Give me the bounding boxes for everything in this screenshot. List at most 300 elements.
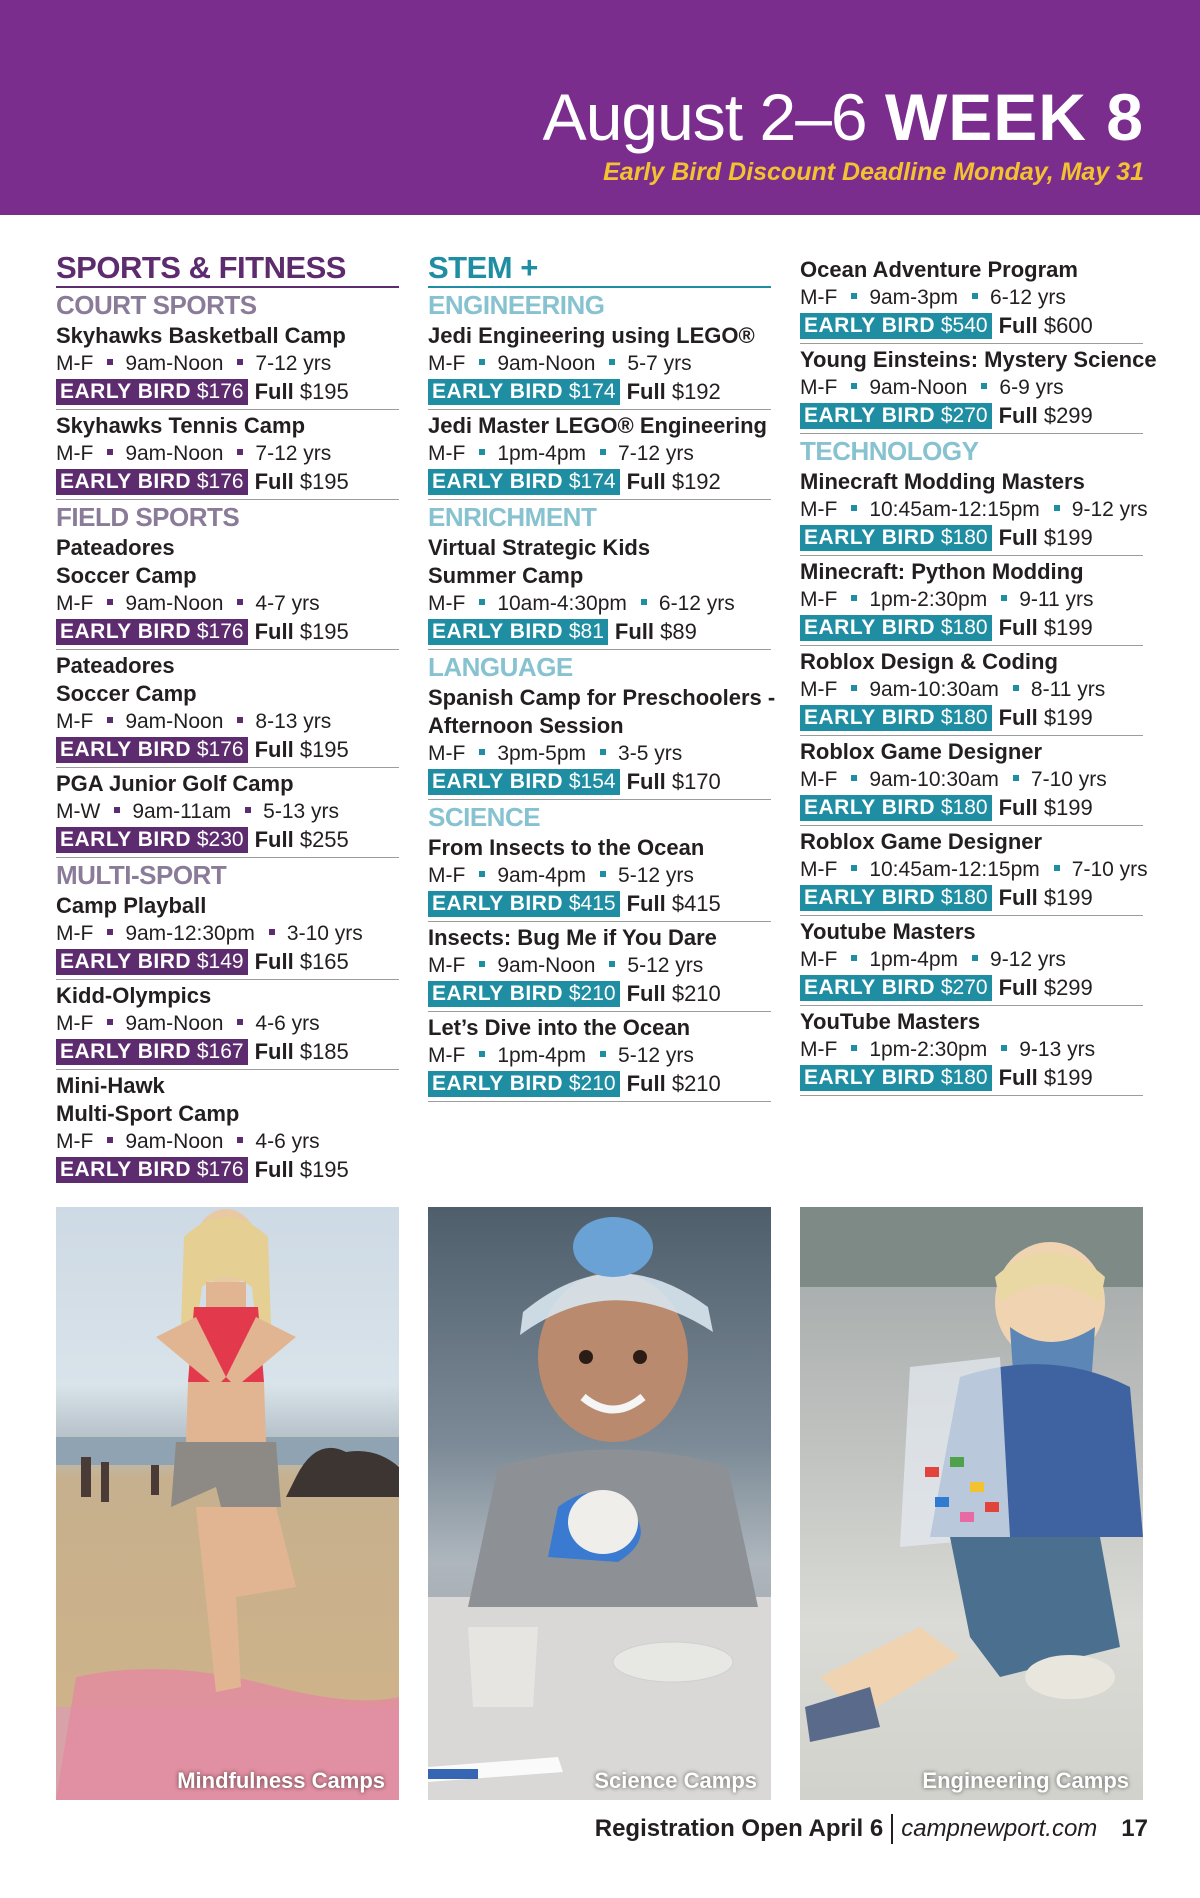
- early-bird-label: EARLY BIRD: [432, 619, 564, 643]
- bullet-icon: [245, 807, 251, 813]
- bullet-icon: [479, 871, 485, 877]
- full-label: Full: [254, 737, 294, 762]
- program-schedule: [428, 590, 771, 617]
- lego-kid-illustration: [800, 1207, 1143, 1800]
- early-bird-badge: [56, 949, 248, 975]
- bullet-icon: [107, 929, 113, 935]
- bullet-icon: [851, 865, 857, 871]
- bullet-icon: [107, 1019, 113, 1025]
- bullet-icon: [237, 449, 243, 455]
- early-bird-badge: [800, 795, 992, 821]
- photo-caption: Mindfulness Camps: [177, 1768, 385, 1793]
- program-time: 9am-Noon: [125, 1130, 224, 1153]
- program-pricing: [56, 948, 399, 975]
- program-name: Virtual Strategic Kids: [428, 535, 651, 560]
- website-link[interactable]: campnewport.com: [901, 1815, 1098, 1842]
- full-label: Full: [614, 619, 655, 644]
- bullet-icon: [237, 717, 243, 723]
- program-time: 9am-Noon: [869, 376, 968, 399]
- program-entry: [800, 646, 1143, 736]
- full-price: [255, 618, 349, 645]
- early-bird-label: EARLY BIRD: [432, 891, 564, 915]
- program-entry: [800, 344, 1157, 434]
- program-days: M-F: [800, 678, 838, 701]
- program-pricing: [800, 794, 1143, 821]
- program-schedule: [800, 284, 1143, 311]
- subcategory-technology: TECHNOLOGY: [800, 436, 979, 466]
- program-ages: 7-12 yrs: [618, 442, 694, 465]
- full-price-value: $199: [1043, 705, 1093, 730]
- full-label: Full: [626, 891, 666, 916]
- full-price: [999, 1064, 1093, 1091]
- program-days: M-F: [800, 768, 838, 791]
- program-days: M-F: [428, 864, 466, 887]
- program-entry: [428, 922, 771, 1012]
- program-days: M-F: [56, 442, 94, 465]
- full-price-value: $192: [671, 379, 721, 404]
- program-time: 9am-4pm: [497, 864, 587, 887]
- program-schedule: [56, 440, 399, 467]
- program-ages: 3-10 yrs: [286, 922, 363, 945]
- full-price: [627, 890, 721, 917]
- program-ages: 8-11 yrs: [1030, 678, 1106, 701]
- full-price-value: $415: [671, 891, 721, 916]
- program-entry: [800, 556, 1143, 646]
- full-price: [999, 614, 1093, 641]
- early-bird-price: $180: [940, 1065, 988, 1089]
- program-days: M-F: [800, 1038, 838, 1061]
- bullet-icon: [114, 807, 120, 813]
- program-days: M-F: [428, 742, 466, 765]
- bullet-icon: [851, 1045, 857, 1051]
- program-pricing: [800, 524, 1143, 551]
- bullet-icon: [609, 961, 615, 967]
- program-name: Roblox Design & Coding: [800, 649, 1058, 674]
- early-bird-price: $176: [196, 737, 244, 761]
- program-entry: [800, 466, 1148, 556]
- full-label: Full: [626, 769, 666, 794]
- early-bird-badge: [428, 981, 620, 1007]
- program-days: M-F: [800, 588, 838, 611]
- page-number: 17: [1121, 1815, 1148, 1842]
- bullet-icon: [981, 383, 987, 389]
- program-ages: 7-10 yrs: [1030, 768, 1107, 791]
- bullet-icon: [972, 955, 978, 961]
- mindfulness-photo: [56, 1207, 399, 1800]
- full-price-value: $210: [671, 981, 721, 1006]
- full-price: [627, 1070, 721, 1097]
- stem-column: [428, 250, 776, 1102]
- program-ages: 4-6 yrs: [255, 1130, 320, 1153]
- full-label: Full: [254, 1157, 294, 1182]
- program-name: Jedi Engineering using LEGO®: [428, 323, 755, 348]
- program-time: 1pm-2:30pm: [869, 1038, 988, 1061]
- program-time: 9am-Noon: [497, 954, 596, 977]
- program-schedule: [800, 586, 1143, 613]
- program-name: Insects: Bug Me if You Dare: [428, 925, 717, 950]
- program-time: 10am-4:30pm: [497, 592, 627, 615]
- program-name: Skyhawks Tennis Camp: [56, 413, 306, 438]
- full-price-value: $185: [299, 1039, 349, 1064]
- full-price-value: $192: [671, 469, 721, 494]
- program-schedule: [800, 946, 1143, 973]
- program-pricing: [56, 736, 399, 763]
- program-days: M-F: [800, 498, 838, 521]
- program-ages: 4-6 yrs: [255, 1012, 320, 1035]
- program-days: M-F: [428, 1044, 466, 1067]
- program-schedule: [56, 798, 399, 825]
- early-bird-badge: [800, 975, 992, 1001]
- early-bird-label: EARLY BIRD: [804, 525, 936, 549]
- program-ages: 3-5 yrs: [618, 742, 683, 765]
- bullet-icon: [851, 293, 857, 299]
- program-name: Jedi Master LEGO® Engineering: [428, 413, 767, 438]
- program-ages: 9-13 yrs: [1019, 1038, 1096, 1061]
- program-entry: [56, 768, 399, 858]
- bullet-icon: [1054, 865, 1060, 871]
- program-name: Pateadores: [56, 535, 175, 560]
- early-bird-badge: [428, 1071, 620, 1097]
- bullet-icon: [851, 383, 857, 389]
- full-label: Full: [626, 469, 666, 494]
- early-bird-price: $180: [940, 615, 988, 639]
- program-ages: 5-13 yrs: [263, 800, 339, 823]
- bullet-icon: [479, 359, 485, 365]
- bullet-icon: [851, 685, 857, 691]
- program-name-line2: Multi-Sport Camp: [56, 1101, 240, 1126]
- bullet-icon: [269, 929, 275, 935]
- early-bird-badge: [800, 615, 992, 641]
- program-ages: 7-12 yrs: [255, 352, 332, 375]
- program-name: Let’s Dive into the Ocean: [428, 1015, 691, 1040]
- full-label: Full: [998, 313, 1038, 338]
- science-photo: [428, 1207, 771, 1800]
- full-label: Full: [998, 403, 1038, 428]
- program-schedule: [800, 856, 1148, 883]
- full-label: Full: [998, 885, 1038, 910]
- program-days: M-F: [56, 710, 94, 733]
- program-entry: [56, 532, 399, 650]
- program-name: YouTube Masters: [800, 1009, 981, 1034]
- program-name-line2: Summer Camp: [428, 563, 584, 588]
- full-price: [255, 1038, 349, 1065]
- bullet-icon: [851, 775, 857, 781]
- program-days: M-F: [800, 286, 838, 309]
- program-schedule: [428, 740, 771, 767]
- full-price: [999, 524, 1093, 551]
- program-entry: [56, 1070, 399, 1187]
- full-price: [255, 378, 349, 405]
- program-time: 9am-3pm: [869, 286, 959, 309]
- header-banner: [0, 0, 1200, 215]
- program-ages: 7-10 yrs: [1071, 858, 1148, 881]
- program-days: M-F: [800, 948, 838, 971]
- program-time: 10:45am-12:15pm: [869, 498, 1040, 521]
- bullet-icon: [107, 449, 113, 455]
- early-bird-price: $180: [940, 795, 988, 819]
- program-time: 9am-Noon: [125, 592, 224, 615]
- full-price: [627, 378, 721, 405]
- program-entry: [428, 682, 776, 800]
- early-bird-price: $149: [196, 949, 244, 973]
- full-price-value: $199: [1043, 885, 1093, 910]
- program-pricing: [428, 980, 771, 1007]
- bullet-icon: [972, 293, 978, 299]
- section-heading-stem: STEM +: [428, 252, 771, 288]
- early-bird-label: EARLY BIRD: [804, 885, 936, 909]
- section-heading-sports: SPORTS & FITNESS: [56, 252, 399, 288]
- full-price-value: $255: [299, 827, 349, 852]
- program-entry: [800, 736, 1143, 826]
- program-name: Roblox Game Designer: [800, 829, 1043, 854]
- full-label: Full: [626, 981, 666, 1006]
- subcategory-multi-sport: MULTI-SPORT: [56, 860, 227, 890]
- bullet-icon: [600, 449, 606, 455]
- subcategory-engineering: ENGINEERING: [428, 290, 605, 320]
- early-bird-label: EARLY BIRD: [60, 379, 192, 403]
- early-bird-label: EARLY BIRD: [804, 403, 936, 427]
- program-ages: 8-13 yrs: [255, 710, 332, 733]
- full-label: Full: [626, 1071, 666, 1096]
- yoga-girl-illustration: [56, 1207, 399, 1800]
- program-pricing: [800, 614, 1143, 641]
- early-bird-badge: [428, 769, 620, 795]
- program-pricing: [428, 890, 771, 917]
- program-name: Skyhawks Basketball Camp: [56, 323, 346, 348]
- early-bird-price: $176: [196, 619, 244, 643]
- program-pricing: [56, 1038, 399, 1065]
- program-time: 9am-Noon: [497, 352, 596, 375]
- early-bird-label: EARLY BIRD: [432, 981, 564, 1005]
- program-schedule: [428, 1042, 771, 1069]
- program-days: M-F: [428, 954, 466, 977]
- full-price-value: $199: [1043, 525, 1093, 550]
- early-bird-price: $540: [940, 313, 988, 337]
- early-bird-label: EARLY BIRD: [60, 949, 192, 973]
- program-schedule: [56, 920, 399, 947]
- full-price-value: $195: [299, 737, 349, 762]
- program-name: PGA Junior Golf Camp: [56, 771, 294, 796]
- program-days: M-W: [56, 800, 101, 823]
- early-bird-deadline: Early Bird Discount Deadline Monday, May 31: [603, 158, 1144, 186]
- page-footer: [595, 1814, 1148, 1844]
- program-name: Pateadores: [56, 653, 175, 678]
- early-bird-price: $176: [196, 379, 244, 403]
- full-price-value: $199: [1043, 795, 1093, 820]
- program-name: From Insects to the Ocean: [428, 835, 705, 860]
- program-time: 1pm-4pm: [497, 442, 587, 465]
- program-days: M-F: [56, 922, 94, 945]
- early-bird-label: EARLY BIRD: [432, 769, 564, 793]
- early-bird-badge: [800, 705, 992, 731]
- early-bird-label: EARLY BIRD: [60, 619, 192, 643]
- full-label: Full: [254, 827, 294, 852]
- full-price-value: $195: [299, 619, 349, 644]
- program-name: Young Einsteins: Mystery Science: [800, 347, 1157, 372]
- full-price: [999, 312, 1093, 339]
- program-time: 9am-Noon: [125, 710, 224, 733]
- bullet-icon: [1054, 505, 1060, 511]
- full-price-value: $600: [1043, 313, 1093, 338]
- bullet-icon: [479, 1051, 485, 1057]
- early-bird-price: $415: [568, 891, 616, 915]
- program-ages: 6-9 yrs: [999, 376, 1064, 399]
- program-pricing: [800, 312, 1143, 339]
- bullet-icon: [107, 359, 113, 365]
- program-ages: 4-7 yrs: [255, 592, 320, 615]
- full-label: Full: [998, 615, 1038, 640]
- program-entry: [56, 650, 399, 768]
- bullet-icon: [479, 449, 485, 455]
- early-bird-label: EARLY BIRD: [804, 1065, 936, 1089]
- early-bird-price: $81: [568, 619, 604, 643]
- bullet-icon: [600, 749, 606, 755]
- program-pricing: [56, 826, 399, 853]
- program-days: M-F: [56, 1012, 94, 1035]
- early-bird-badge: [800, 313, 992, 339]
- full-label: Full: [254, 379, 294, 404]
- photo-caption: Science Camps: [594, 1768, 757, 1793]
- early-bird-badge: [428, 469, 620, 495]
- program-schedule: [800, 766, 1143, 793]
- early-bird-price: $154: [568, 769, 616, 793]
- program-time: 9am-12:30pm: [125, 922, 255, 945]
- full-label: Full: [998, 795, 1038, 820]
- early-bird-badge: [800, 1065, 992, 1091]
- program-ages: 6-12 yrs: [990, 286, 1066, 309]
- program-pricing: [800, 704, 1143, 731]
- program-pricing: [56, 1156, 399, 1183]
- bullet-icon: [851, 505, 857, 511]
- early-bird-badge: [56, 379, 248, 405]
- full-price: [999, 704, 1093, 731]
- program-ages: 9-12 yrs: [990, 948, 1066, 971]
- full-price-value: $299: [1043, 403, 1093, 428]
- program-days: M-F: [56, 1130, 94, 1153]
- program-entry: [800, 254, 1143, 344]
- early-bird-price: $176: [196, 469, 244, 493]
- full-price-value: $199: [1043, 615, 1093, 640]
- program-pricing: [428, 768, 771, 795]
- early-bird-price: $210: [568, 981, 616, 1005]
- full-price-value: $195: [299, 379, 349, 404]
- program-pricing: [56, 618, 399, 645]
- bullet-icon: [479, 599, 485, 605]
- program-entry: [56, 980, 399, 1070]
- program-pricing: [428, 1070, 771, 1097]
- stem-continued-column: [800, 254, 1157, 1096]
- program-time: 9am-10:30am: [869, 768, 999, 791]
- bullet-icon: [851, 595, 857, 601]
- full-label: Full: [254, 1039, 294, 1064]
- program-name-line2: Soccer Camp: [56, 563, 197, 588]
- program-ages: 9-11 yrs: [1019, 588, 1094, 611]
- program-entry: [56, 890, 399, 980]
- program-entry: [800, 916, 1143, 1006]
- full-label: Full: [254, 469, 294, 494]
- program-time: 9am-Noon: [125, 352, 224, 375]
- program-schedule: [428, 440, 771, 467]
- early-bird-label: EARLY BIRD: [804, 975, 936, 999]
- program-schedule: [428, 862, 771, 889]
- sports-fitness-column: [56, 252, 399, 1187]
- full-price: [999, 974, 1093, 1001]
- program-name-line2: Afternoon Session: [428, 713, 624, 738]
- full-price: [255, 1156, 349, 1183]
- bullet-icon: [600, 871, 606, 877]
- early-bird-label: EARLY BIRD: [60, 1157, 192, 1181]
- program-pricing: [56, 378, 399, 405]
- program-time: 1pm-4pm: [497, 1044, 587, 1067]
- full-price-value: $195: [299, 469, 349, 494]
- program-ages: 7-12 yrs: [255, 442, 332, 465]
- program-name: Minecraft Modding Masters: [800, 469, 1085, 494]
- program-entry: [428, 1012, 771, 1102]
- early-bird-price: $176: [196, 1157, 244, 1181]
- full-price: [255, 736, 349, 763]
- program-name: Minecraft: Python Modding: [800, 559, 1084, 584]
- week-number: WEEK 8: [884, 80, 1144, 154]
- program-days: M-F: [428, 592, 466, 615]
- program-entry: [800, 826, 1148, 916]
- early-bird-price: $230: [196, 827, 244, 851]
- page-title: [543, 78, 1144, 156]
- bullet-icon: [107, 717, 113, 723]
- early-bird-price: $180: [940, 525, 988, 549]
- program-pricing: [800, 402, 1143, 429]
- full-price-value: $89: [660, 619, 697, 644]
- program-time: 3pm-5pm: [497, 742, 587, 765]
- early-bird-badge: [56, 737, 248, 763]
- early-bird-badge: [800, 403, 992, 429]
- program-days: M-F: [56, 352, 94, 375]
- program-time: 1pm-2:30pm: [869, 588, 988, 611]
- subcategory-science: SCIENCE: [428, 802, 541, 832]
- early-bird-label: EARLY BIRD: [804, 705, 936, 729]
- program-time: 10:45am-12:15pm: [869, 858, 1040, 881]
- footer-divider: [891, 1814, 893, 1844]
- program-ages: 5-12 yrs: [618, 1044, 694, 1067]
- program-entry: [56, 410, 399, 500]
- program-name: Mini-Hawk: [56, 1073, 165, 1098]
- program-ages: 5-7 yrs: [627, 352, 692, 375]
- program-entry: [428, 320, 771, 410]
- bullet-icon: [1013, 685, 1019, 691]
- week-dates: August 2–6: [542, 80, 867, 154]
- early-bird-badge: [428, 619, 608, 645]
- program-name: Ocean Adventure Program: [800, 257, 1078, 282]
- early-bird-badge: [800, 885, 992, 911]
- early-bird-price: $180: [940, 885, 988, 909]
- program-schedule: [56, 1128, 399, 1155]
- full-price: [999, 884, 1093, 911]
- bullet-icon: [1001, 595, 1007, 601]
- early-bird-label: EARLY BIRD: [60, 1039, 192, 1063]
- program-schedule: [800, 676, 1143, 703]
- program-time: 9am-Noon: [125, 1012, 224, 1035]
- program-pricing: [800, 1064, 1143, 1091]
- early-bird-label: EARLY BIRD: [432, 379, 564, 403]
- early-bird-label: EARLY BIRD: [432, 1071, 564, 1095]
- full-price: [999, 794, 1093, 821]
- early-bird-price: $210: [568, 1071, 616, 1095]
- bullet-icon: [641, 599, 647, 605]
- early-bird-label: EARLY BIRD: [60, 827, 192, 851]
- early-bird-price: $270: [940, 975, 988, 999]
- full-price-value: $165: [299, 949, 349, 974]
- program-time: 9am-Noon: [125, 442, 224, 465]
- full-label: Full: [254, 619, 294, 644]
